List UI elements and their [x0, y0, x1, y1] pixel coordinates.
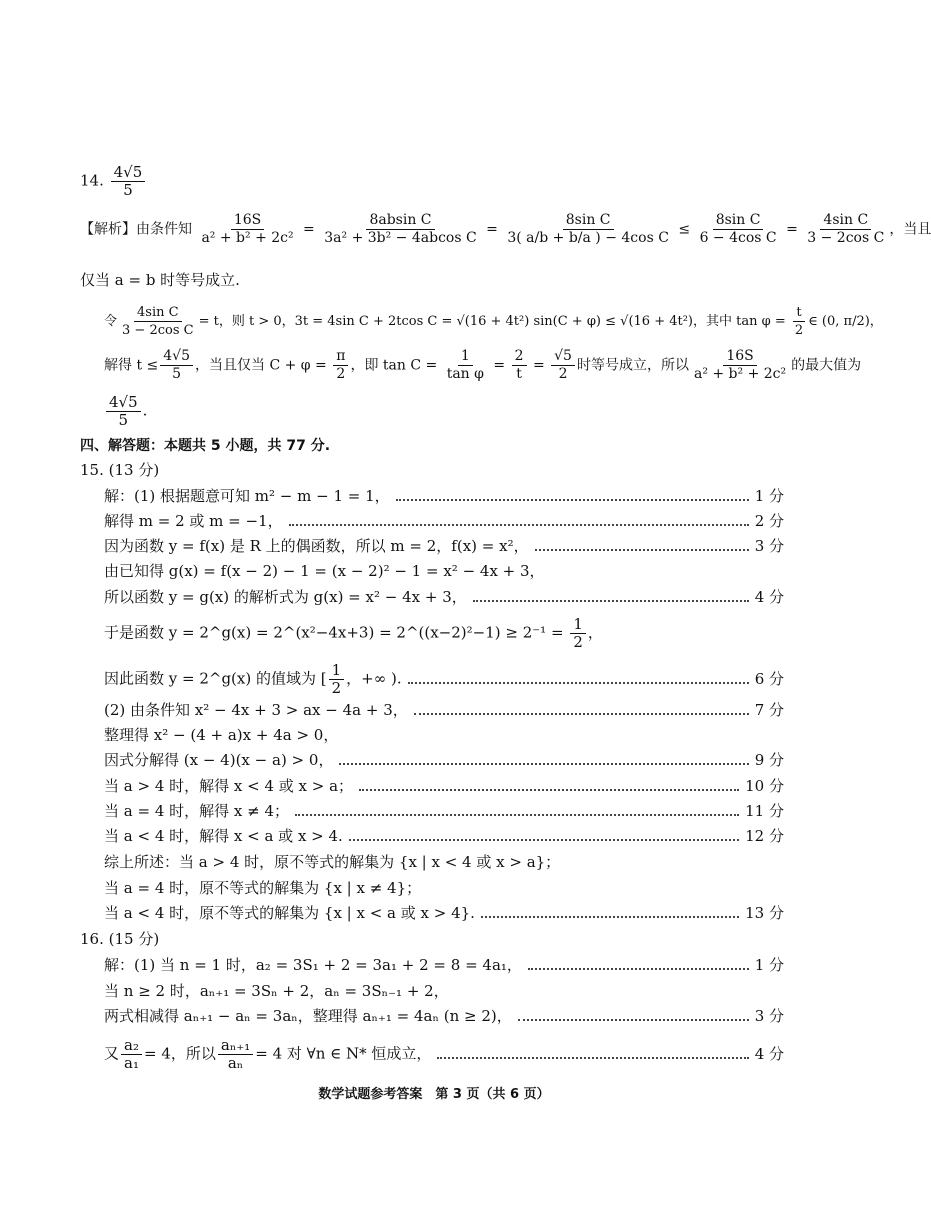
denominator: 3( a/b + b/a ) − 4cos C: [507, 230, 669, 246]
denominator: 5: [118, 411, 129, 429]
text: 因此函数 y = 2^g(x) 的值域为 [: [104, 669, 327, 687]
text: 时等号成立，所以: [576, 357, 689, 374]
denominator: a² + b² + 2c²: [693, 366, 787, 382]
dot-leader: [473, 600, 749, 602]
step-text: 所以函数 y = g(x) 的解析式为 g(x) = x² − 4x + 3，: [104, 588, 467, 606]
denominator: 6 − 4cos C: [699, 230, 777, 246]
fraction-denominator: 5: [123, 181, 133, 199]
denominator: t: [516, 366, 522, 382]
dot-leader: [295, 814, 739, 816]
score: 3 分: [754, 537, 784, 555]
frac-half: [570, 616, 586, 651]
step-text: 当 a < 4 时，原不等式的解集为 {x | x < a 或 x > 4}.: [104, 904, 475, 922]
numerator: 4√5: [160, 348, 193, 366]
q16-header: 16. (15 分): [80, 930, 160, 948]
denominator: a₁: [124, 1053, 139, 1072]
denominator: 2: [558, 366, 568, 382]
denominator: 3a² + 3b² − 4abcos C: [324, 230, 477, 246]
q14-answer-fraction: [111, 164, 146, 199]
frac-11: [512, 348, 527, 383]
q15-row-5: [104, 587, 784, 607]
numerator: aₙ₊₁: [218, 1037, 253, 1055]
step-text: [104, 1037, 431, 1072]
denominator: 5: [172, 366, 182, 382]
score: 1 分: [754, 487, 784, 505]
score: 10 分: [745, 777, 784, 795]
frac-7: [792, 304, 806, 339]
text: 解得 t ≤: [104, 357, 159, 374]
q15-row-15: 当 a = 4 时，原不等式的解集为 {x | x ≠ 4}；: [104, 879, 422, 897]
frac-13: [691, 348, 789, 383]
step-text: (2) 由条件知 x² − 4x + 3 > ax − 4a + 3，: [104, 701, 408, 719]
frac-5: [804, 212, 887, 247]
score: 11 分: [745, 802, 784, 820]
text: 令: [104, 314, 118, 329]
q15-row-4: 由已知得 g(x) = f(x − 2) − 1 = (x − 2)² − 1 = x² − 4x + 3，: [104, 562, 545, 580]
q15-row-11: [104, 776, 784, 796]
q15-row-13: [104, 826, 784, 846]
numerator: 2: [512, 348, 527, 366]
q15-row-10: [104, 750, 784, 770]
dot-leader: [535, 549, 749, 551]
score: 13 分: [745, 904, 784, 922]
text: = t，则 t > 0，3t = 4sin C + 2tcos C = √(16 + 4t²) sin(C + φ) ≤ √(16 + 4t²)，其中 tan φ =: [198, 314, 790, 329]
frac-2: [321, 212, 479, 247]
q15-row-8: [104, 700, 784, 720]
denominator: a² + b² + 2c²: [201, 230, 294, 246]
numerator: π: [333, 348, 348, 366]
frac-3: [504, 212, 672, 247]
numerator: 16S: [231, 212, 264, 230]
text: ，当且: [889, 221, 931, 238]
denominator: 3 − 2cos C: [807, 230, 885, 246]
q16-row-3: [104, 1006, 784, 1026]
q16-row-2: 当 n ≥ 2 时，aₙ₊₁ = 3Sₙ + 2，aₙ = 3Sₙ₋₁ + 2，: [104, 982, 449, 1000]
numerator: t: [793, 304, 804, 322]
numerator: 8absin C: [366, 212, 434, 230]
q15-header: 15. (13 分): [80, 461, 160, 479]
numerator: √5: [551, 348, 575, 366]
q15-row-12: [104, 801, 784, 821]
dot-leader: [481, 916, 739, 918]
step-text: 解：(1) 当 n = 1 时，a₂ = 3S₁ + 2 = 3a₁ + 2 = 8 = 4a₁，: [104, 956, 522, 974]
dot-leader: [437, 1057, 748, 1059]
denominator: tan φ: [446, 366, 484, 382]
q15-row-1: [104, 486, 784, 506]
frac-10: [444, 348, 487, 383]
q15-row-9: 整理得 x² − (4 + a)x + 4a > 0，: [104, 726, 339, 744]
denominator: 2: [794, 323, 804, 338]
step-text: 于是函数 y = 2^g(x) = 2^(x²−4x+3) = 2^((x−2)²−1) ≥ 2⁻¹ =: [104, 623, 569, 642]
q14-line-5: [104, 394, 147, 429]
numerator: 8sin C: [713, 212, 764, 230]
q14-answer: [80, 164, 147, 199]
step-text: 解：(1) 根据题意可知 m² − m − 1 = 1，: [104, 487, 390, 505]
dot-leader: [528, 968, 749, 970]
step-text: 两式相减得 aₙ₊₁ − aₙ = 3aₙ，整理得 aₙ₊₁ = 4aₙ (n ≥ 2)，: [104, 1007, 512, 1025]
step-text: 因为函数 y = f(x) 是 R 上的偶函数，所以 m = 2，f(x) = x²，: [104, 537, 529, 555]
step-text: [104, 662, 402, 697]
numerator: 1: [570, 616, 586, 634]
frac-6: [119, 304, 197, 339]
step-text: 当 a = 4 时，解得 x ≠ 4；: [104, 802, 290, 820]
step-text: 解得 m = 2 或 m = −1，: [104, 512, 283, 530]
fraction-numerator: 4√5: [111, 164, 146, 182]
numerator: 1: [329, 662, 345, 680]
q14-line-3: [104, 304, 883, 339]
text: ，+∞ ).: [346, 669, 402, 687]
q16-row-1: [104, 955, 784, 975]
frac-14: [106, 394, 141, 429]
denominator: 2: [331, 678, 342, 697]
text: ∈ (0, π/2)，: [808, 314, 883, 329]
dot-leader: [289, 524, 749, 526]
frac-9: [333, 348, 348, 383]
text: = 4 对 ∀n ∈ N* 恒成立，: [255, 1044, 432, 1062]
dot-leader: [339, 763, 748, 765]
dot-leader: [414, 713, 749, 715]
dot-leader: [408, 682, 749, 684]
frac-half: [329, 662, 345, 697]
numerator: 1: [458, 348, 473, 366]
denominator: 2: [573, 633, 583, 651]
text: 又: [104, 1044, 120, 1062]
text: ，当且仅当 C + φ =: [195, 357, 332, 374]
page-footer: 数学试题参考答案 第 3 页（共 6 页）: [318, 1087, 550, 1102]
q14-line-4: 解得 t ≤ $\frac{4√5}{5}$ ，当且仅当 C + φ = $\frac{\pi}{2}$ ，即 tan C = $\frac{1}{\text{tan φ}}$ = $\frac{2}{t}$ = $\frac{√5}{2}$ 时等号成立，所以 $\frac{16S}{\text{a² + b² + 2c²}}$ 的最大值为: [104, 348, 862, 382]
q15-row-16: [104, 903, 784, 923]
q15-row-7: [104, 660, 784, 697]
numerator: 4sin C: [820, 212, 871, 230]
step-text: 因式分解得 (x − 4)(x − a) > 0，: [104, 751, 334, 769]
score: 3 分: [754, 1007, 784, 1025]
score: 2 分: [754, 512, 784, 530]
numerator: 4√5: [106, 394, 141, 412]
q15-row-2: [104, 511, 784, 531]
score: 12 分: [745, 827, 784, 845]
text: ，: [587, 623, 603, 642]
step-text: 当 a < 4 时，解得 x < a 或 x > 4.: [104, 827, 343, 845]
q15-row-6: [104, 616, 603, 651]
numerator: 16S: [723, 348, 756, 366]
score: 9 分: [754, 751, 784, 769]
dot-leader: [396, 499, 749, 501]
q14-line-1: 【解析】由条件知 $\frac{16S}{\text{a² + b² + 2c²}}$ = $\frac{\text{8absin C}}{\text{3a² + 3b² − 4abcos C}}$ = $\frac{\text{8sin C}}{\text{3( a/b + b/a ) − 4cos C}}$ ≤ $\frac{\text{8sin C}}{\text{6 − 4cos C}}$ = $\frac{\text{4sin C}}{\text{3 − 2cos C}}$ ，当且: [80, 212, 931, 246]
text: .: [142, 401, 148, 420]
q14-number: 14.: [80, 171, 104, 190]
frac-1: [198, 212, 296, 247]
frac-ratio: [121, 1037, 142, 1072]
frac-4: [697, 212, 780, 247]
score: 7 分: [754, 701, 784, 719]
numerator: 4sin C: [134, 304, 182, 322]
numerator: 8sin C: [563, 212, 614, 230]
text: ，即 tan C =: [350, 357, 442, 374]
score: 6 分: [754, 670, 784, 688]
frac-8: [160, 348, 193, 383]
denominator: aₙ: [227, 1053, 244, 1072]
frac-ratio-n: [218, 1037, 253, 1072]
step-text: 当 a > 4 时，解得 x < 4 或 x > a；: [104, 777, 354, 795]
section-heading: 四、解答题：本题共 5 小题，共 77 分.: [80, 438, 331, 454]
denominator: 2: [336, 366, 346, 382]
q15-row-14: 综上所述：当 a > 4 时，原不等式的解集为 {x | x < 4 或 x > a}；: [104, 853, 561, 871]
q14-line-2: 仅当 a = b 时等号成立.: [80, 271, 240, 289]
analysis-label: 【解析】由条件知: [80, 221, 192, 238]
score: 1 分: [754, 956, 784, 974]
frac-12: [551, 348, 575, 383]
dot-leader: [359, 789, 739, 791]
q16-row-4: [104, 1036, 784, 1072]
denominator: 3 − 2cos C: [122, 323, 194, 338]
numerator: a₂: [121, 1037, 142, 1055]
text: 的最大值为: [791, 357, 862, 374]
dot-leader: [518, 1019, 749, 1021]
dot-leader: [349, 839, 739, 841]
text: = 4，所以: [143, 1044, 216, 1062]
score: 4 分: [754, 1045, 784, 1063]
q15-row-3: [104, 536, 784, 556]
score: 4 分: [754, 588, 784, 606]
